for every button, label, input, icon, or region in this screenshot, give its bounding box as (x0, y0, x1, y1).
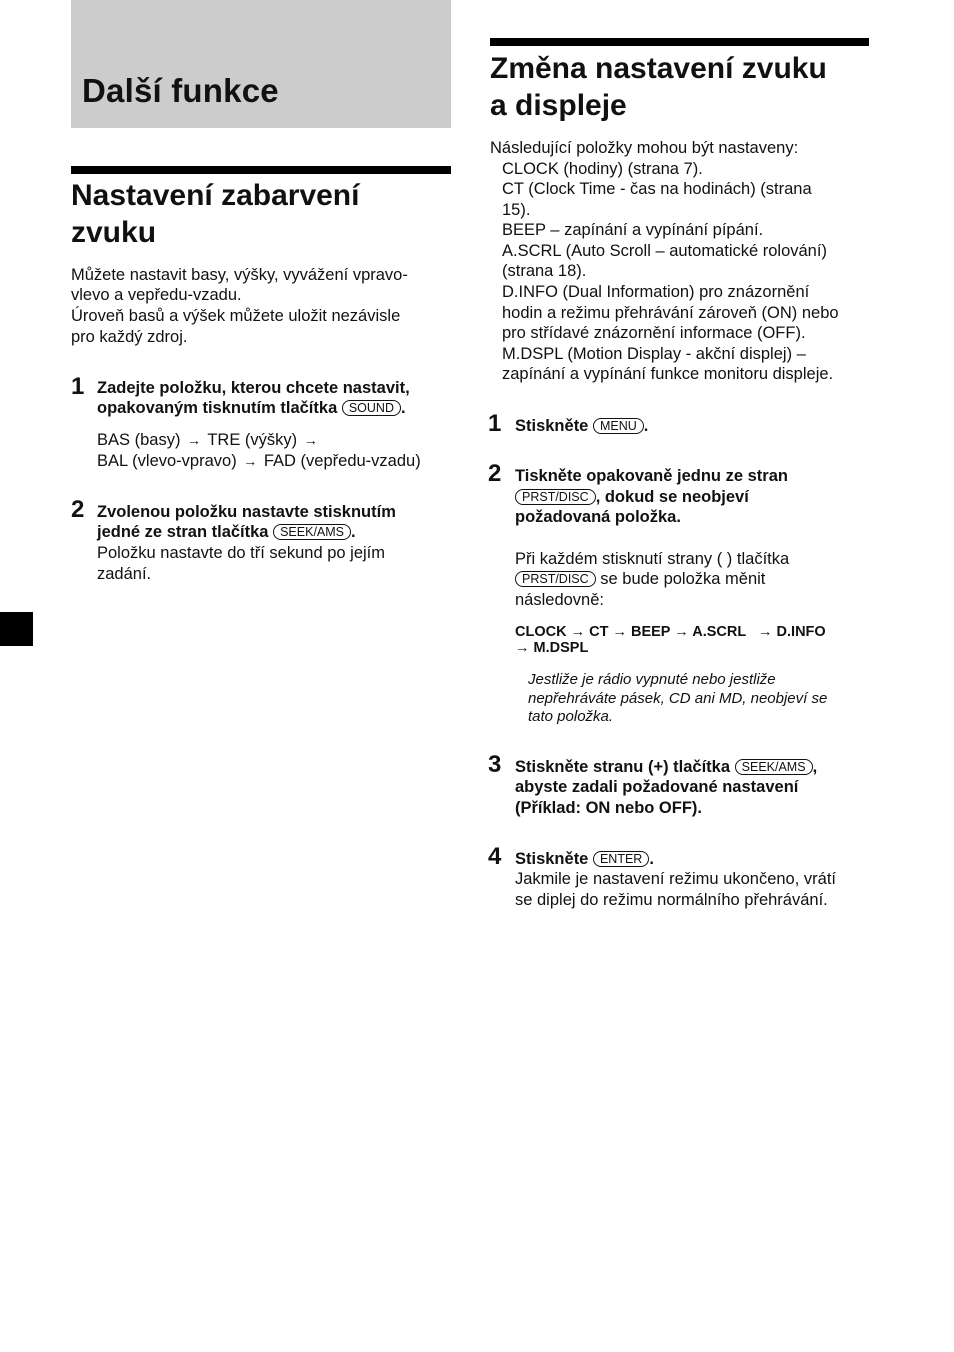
step-note: zadání. (97, 565, 152, 583)
section-title-right: a displeje (490, 89, 627, 122)
step-number: 3 (488, 751, 502, 778)
step-text-part: jedné ze stran tlačítka (97, 523, 269, 541)
section-title-right: Změna nastavení zvuku (490, 52, 827, 85)
step-note: Jestliže je rádio vypnuté nebo jestliže (528, 671, 776, 688)
seq-tre: TRE (výšky) (207, 431, 298, 449)
chapter-header (71, 0, 451, 128)
section-rule-right (490, 38, 869, 46)
step-text-part: , dokud se neobjeví (595, 488, 749, 506)
step-text-part: Stiskněte stranu (+) tlačítka (515, 758, 731, 776)
display-sequence: CLOCK → CT → BEEP → A.SCRL → D.INFO (515, 624, 826, 640)
settings-item: A.SCRL (Auto Scroll – automatické rolování) (502, 242, 827, 260)
display-sequence: → M.DSPL (515, 640, 589, 656)
step-number: 1 (488, 410, 502, 437)
step-text (515, 757, 817, 778)
settings-item: (strana 18). (502, 262, 587, 280)
step-number: 2 (488, 460, 502, 487)
seek-ams-button: SEEK/AMS (273, 524, 351, 540)
step-info: následovně: (515, 591, 604, 609)
step-text-end: . (649, 850, 654, 868)
step-text (515, 416, 648, 437)
step-number: 4 (488, 843, 502, 870)
arrow-icon: → (187, 432, 202, 448)
step-number: 2 (71, 496, 85, 523)
seq-fad: FAD (vepředu-vzadu) (263, 452, 421, 470)
enter-button: ENTER (593, 851, 649, 867)
step-text: Zadejte položku, kterou chcete nastavit, (97, 379, 410, 397)
step-text-end: . (643, 417, 649, 435)
step-note: tato položka. (528, 708, 614, 725)
intro-line: vlevo a vepředu-vzadu. (71, 286, 242, 304)
sound-button: SOUND (342, 400, 401, 416)
sequence-line (97, 451, 421, 472)
intro-line: pro každý zdroj. (71, 328, 188, 346)
step-text-end: , (812, 758, 818, 776)
chapter-title: Další funkce (82, 72, 279, 109)
chapter-side-tab (0, 612, 33, 646)
seq-bal: BAL (vlevo-vpravo) (97, 452, 237, 470)
step-text-part: Stiskněte (515, 850, 589, 868)
settings-item: M.DSPL (Motion Display - akční displej) – (502, 345, 806, 363)
settings-item: BEEP – zapínání a vypínání pípání. (502, 221, 764, 239)
settings-item: CT (Clock Time - čas na hodinách) (strana (502, 180, 812, 198)
step-text: Zvolenou položku nastavte stisknutím (97, 503, 396, 521)
step-note: se diplej do režimu normálního přehrávání. (515, 891, 828, 909)
step-text (97, 398, 406, 419)
step-text-part: Stiskněte (515, 417, 589, 435)
menu-button: MENU (593, 418, 644, 434)
step-text (515, 849, 654, 870)
step-text-part: opakovaným tisknutím tlačítka (97, 399, 338, 417)
step-text (515, 487, 749, 508)
section-rule-left (71, 166, 451, 174)
intro-line: Úroveň basů a výšek můžete uložit nezávisle (71, 307, 401, 325)
section-title-left: Nastavení zabarvení zvuku (71, 179, 360, 249)
prst-disc-button: PRST/DISC (515, 571, 596, 587)
step-text: abyste zadali požadované nastavení (515, 778, 799, 796)
step-note: Položku nastavte do tří sekund po jejím (97, 544, 385, 562)
step-info (515, 569, 765, 590)
step-text (97, 522, 356, 543)
arrow-icon: → (243, 453, 258, 469)
step-info: Při každém stisknutí strany ( ) tlačítka (515, 550, 790, 568)
step-text-end: . (351, 523, 356, 541)
settings-item: D.INFO (Dual Information) pro znázornění (502, 283, 810, 301)
step-note: Jakmile je nastavení režimu ukončeno, vrátí (515, 870, 836, 888)
step-text-end: . (401, 399, 406, 417)
prst-disc-button: PRST/DISC (515, 489, 596, 505)
arrow-icon: → (303, 432, 318, 448)
settings-item: pro střídavé znázornění informace (OFF). (502, 324, 806, 342)
seq-bas: BAS (basy) (97, 431, 181, 449)
step-text: Tiskněte opakovaně jednu ze stran (515, 467, 788, 485)
settings-item: hodin a režimu přehrávání zároveň (ON) nebo (502, 304, 839, 322)
step-info-part: se bude položka měnit (595, 570, 766, 588)
seek-ams-button: SEEK/AMS (735, 759, 813, 775)
step-number: 1 (71, 373, 85, 400)
settings-item: 15). (502, 201, 531, 219)
intro-text: Následující položky mohou být nastaveny: (490, 139, 799, 157)
step-text: (Příklad: ON nebo OFF). (515, 799, 703, 817)
settings-item: CLOCK (hodiny) (strana 7). (502, 160, 703, 178)
intro-line: Můžete nastavit basy, výšky, vyvážení vpravo- (71, 266, 408, 284)
step-text: požadovaná položka. (515, 508, 681, 526)
sequence-line (97, 430, 320, 451)
step-note: nepřehráváte pásek, CD ani MD, neobjeví se (528, 690, 828, 707)
settings-item: zapínání a vypínání funkce monitoru displeje. (502, 365, 834, 383)
